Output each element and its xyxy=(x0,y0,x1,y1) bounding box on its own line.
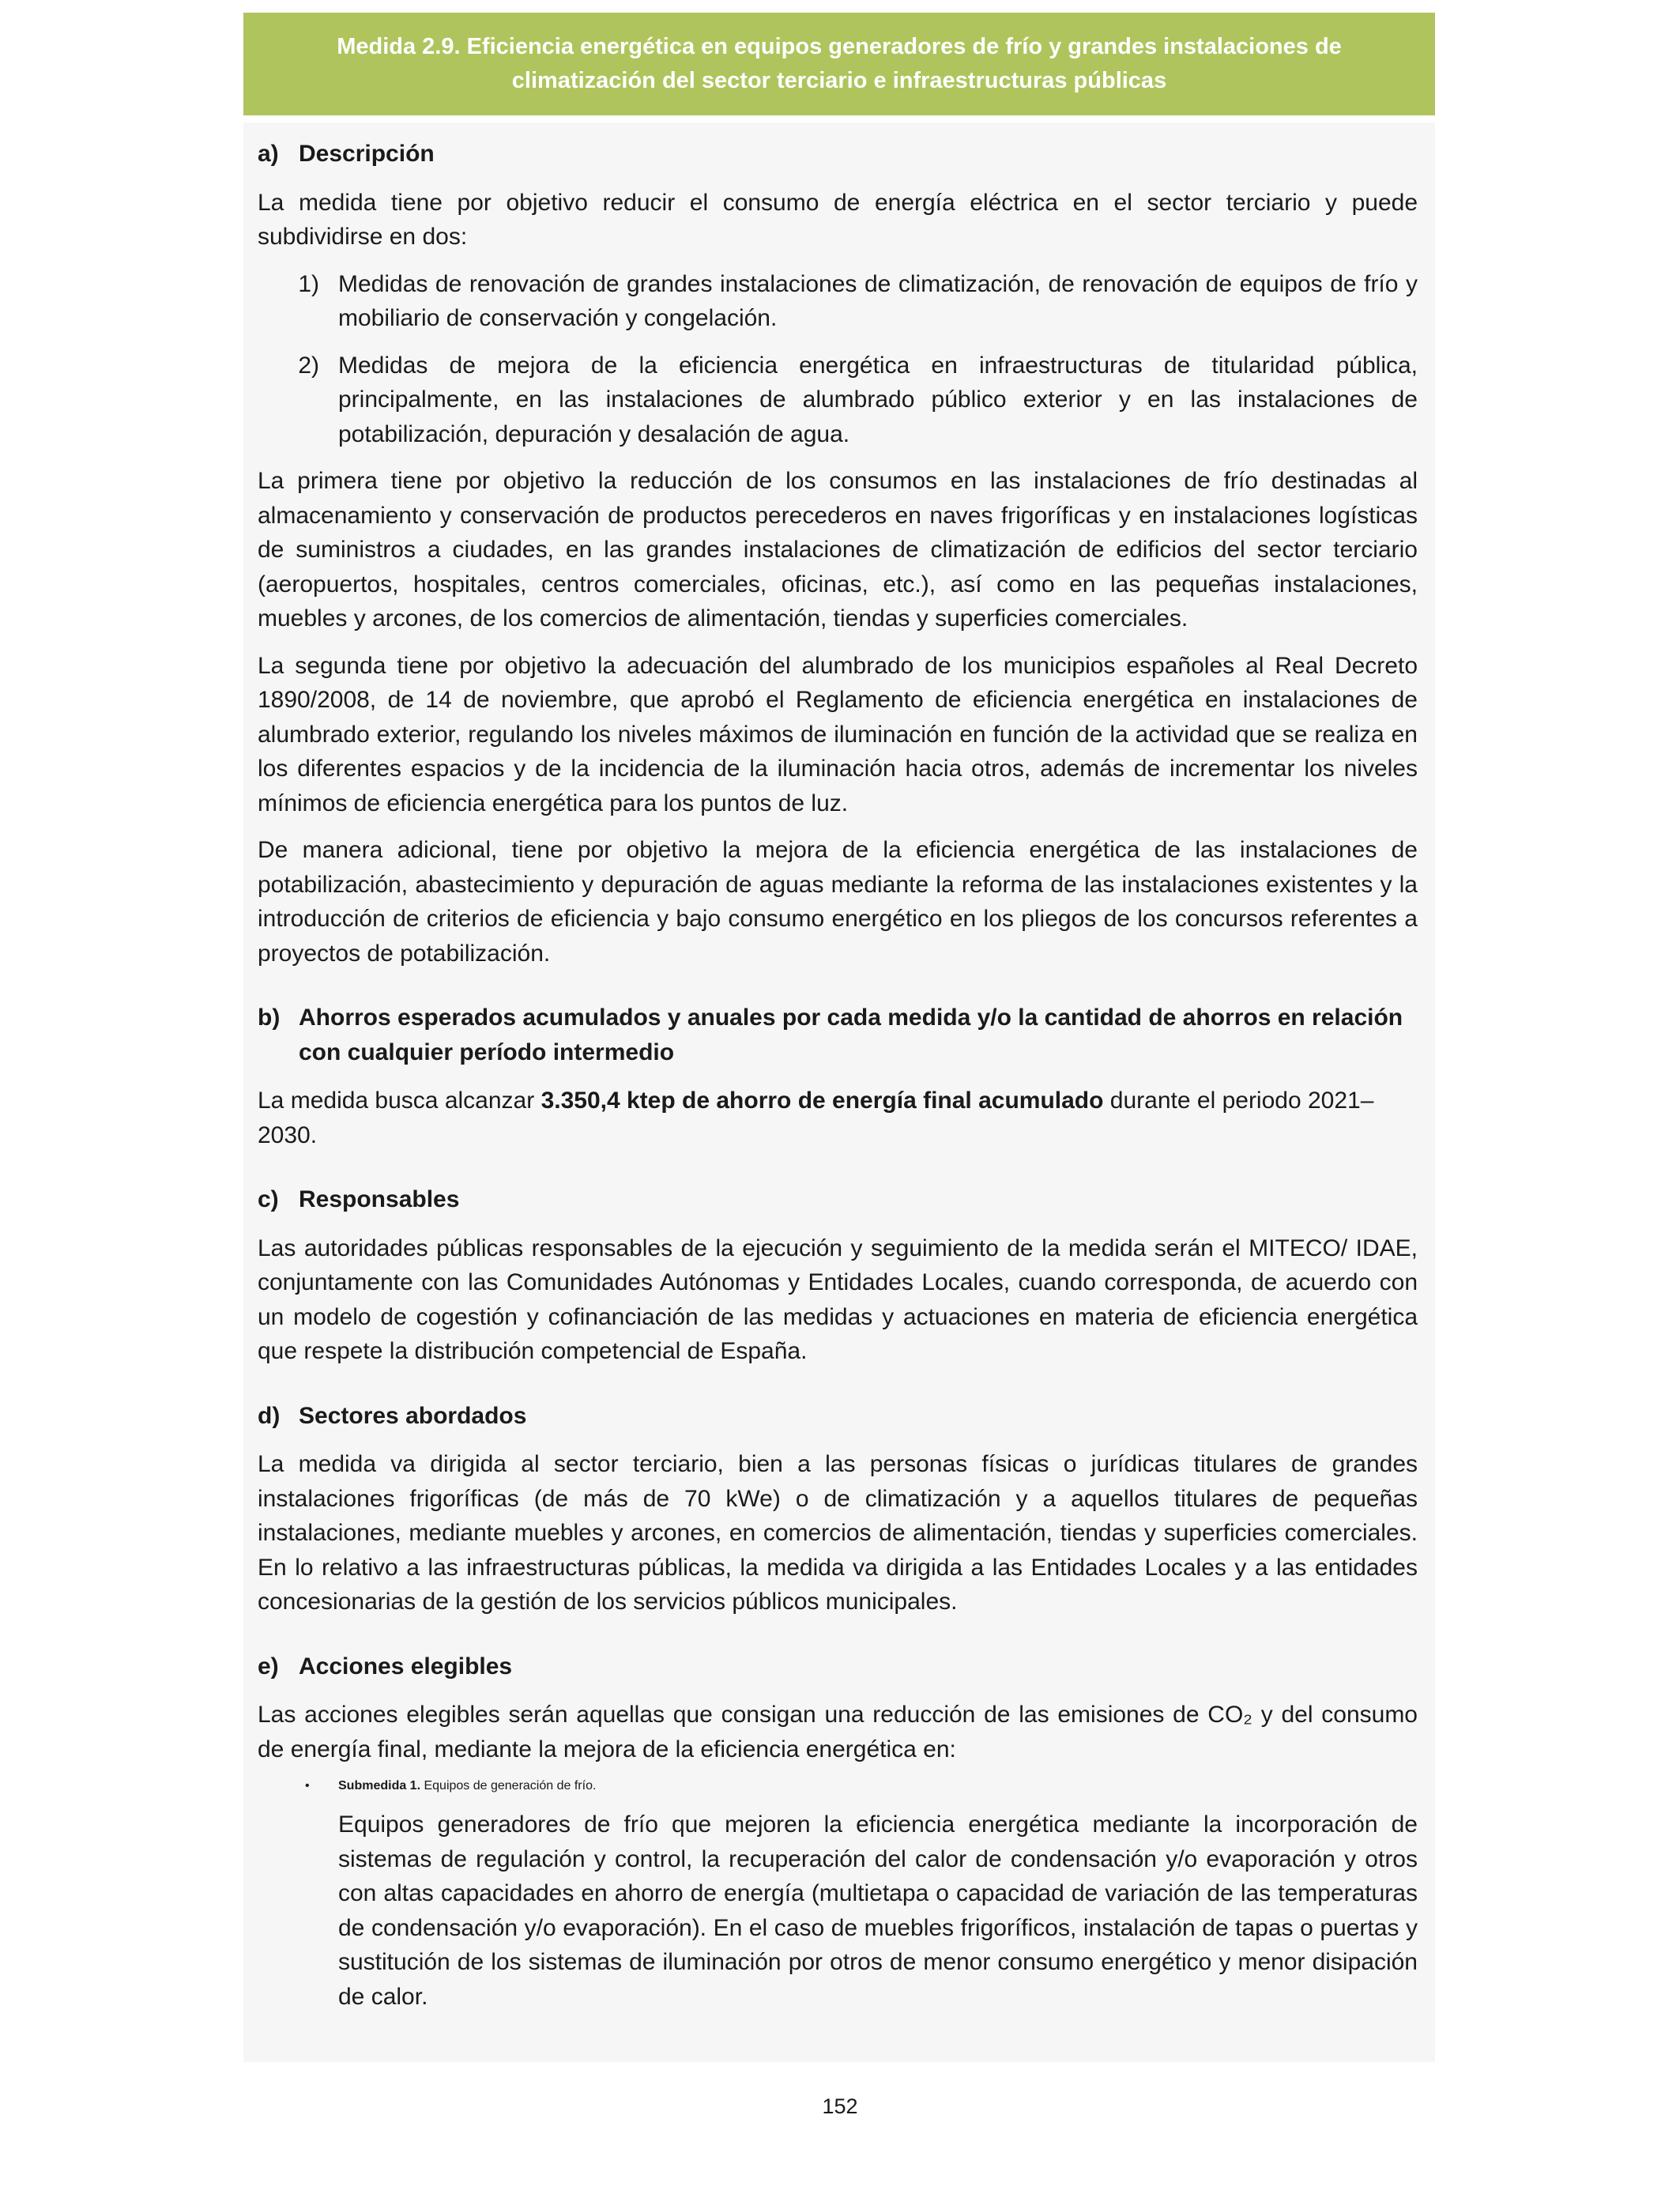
submeasure-1-detail: Equipos generadores de frío que mejoren la eficiencia energética mediante la incorporación de sistemas de regulación y control, la recuperación del calor de condensación y/o evaporación y otros con altas capacidades en ahorro de energía (multietapa o capacidad de variación de las temperaturas de condensación y/o evaporación). En el caso de muebles frigoríficos, instalación de tapas o puertas y sustitución de los sistemas de iluminación por otros de menor consumo energético y menor disipación de calor. xyxy=(338,1811,1418,2010)
section-e-title: Acciones elegibles xyxy=(299,1653,513,1679)
section-b-text-after: durante el periodo 2021–2030. xyxy=(258,1088,1374,1148)
measure-content-panel xyxy=(243,123,1435,2062)
section-e-intro: Las acciones elegibles serán aquellas que consigan una reducción de las emisiones de CO₂ y del consumo de energía final, mediante la mejora de la eficiencia energética en: xyxy=(258,1702,1418,1762)
section-a-paragraph-1: La primera tiene por objetivo la reducción de los consumos en las instalaciones de frío destinadas al almacenamiento y conservación de productos perecederos en naves frigoríficas y en instalaciones logísticas de suministros a ciudades, en las grandes instalaciones de climatización de edificios del sector terciario (aeropuertos, hospitales, centros comerciales, oficinas, etc.), así como en las pequeñas instalaciones, muebles y arcones, de los comercios de alimentación, tiendas y superficies comerciales. xyxy=(258,468,1418,631)
section-c-letter: c) xyxy=(258,1186,279,1212)
measure-title-line2: climatización del sector terciario e infraestructuras públicas xyxy=(511,68,1167,93)
section-c-heading xyxy=(258,1182,1418,1217)
section-b-title: Ahorros esperados acumulados y anuales por cada medida y/o la cantidad de ahorros en relación con cualquier período intermedio xyxy=(299,1005,1403,1065)
measure-title-line1: Medida 2.9. Eficiencia energética en equipos generadores de frío y grandes instalaciones de xyxy=(337,34,1342,59)
list-item xyxy=(258,349,1418,452)
section-e-letter: e) xyxy=(258,1653,279,1679)
section-a-list xyxy=(258,267,1418,452)
section-a-intro: La medida tiene por objetivo reducir el consumo de energía eléctrica en el sector terciario y puede subdividirse en dos: xyxy=(258,189,1418,250)
list-item-text: Medidas de renovación de grandes instalaciones de climatización, de renovación de equipos de frío y mobiliario de conservación y congelación. xyxy=(338,270,1418,331)
section-e-heading xyxy=(258,1649,1418,1684)
section-a-paragraph-3: De manera adicional, tiene por objetivo la mejora de la eficiencia energética de las instalaciones de potabilización, abastecimiento y depuración de aguas mediante la reforma de las instalaciones existentes y la introducción de criterios de eficiencia y bajo consumo energético en los pliegos de los concursos referentes a proyectos de potabilización. xyxy=(258,837,1418,967)
section-d-letter: d) xyxy=(258,1402,281,1429)
section-b-text xyxy=(258,1084,1418,1152)
list-item xyxy=(258,267,1418,336)
list-item-marker: 1) xyxy=(298,270,319,297)
page-number: 152 xyxy=(822,2094,858,2118)
section-c-title: Responsables xyxy=(299,1186,460,1212)
section-d-text: La medida va dirigida al sector terciario, bien a las personas físicas o jurídicas titulares de grandes instalaciones frigoríficas (de más de 70 kWe) o de climatización y a aquellos titulares de pequeñas instalaciones, mediante muebles y arcones, en comercios de alimentación, tiendas y superficies comerciales. En lo relativo a las infraestructuras públicas, la medida va dirigida a las Entidades Locales y a las entidades concesionarias de la gestión de los servicios públicos municipales. xyxy=(258,1451,1418,1615)
bullet-item-submeasure-1 xyxy=(258,1779,1418,1793)
section-a-heading xyxy=(258,137,1418,172)
bullet-icon: • xyxy=(305,1779,310,1793)
section-b-savings-target: 3.350,4 ktep de ahorro de energía final acumulado xyxy=(541,1088,1104,1114)
list-item-text: Medidas de mejora de la eficiencia energética en infraestructuras de titularidad pública, principalmente, en las instalaciones de alumbrado público exterior y en las instalaciones de potabilización, depuración y desalación de agua. xyxy=(338,352,1418,447)
section-a-paragraph-2: La segunda tiene por objetivo la adecuación del alumbrado de los municipios españoles al Real Decreto 1890/2008, de 14 de noviembre, que aprobó el Reglamento de eficiencia energética en instalaciones de alumbrado exterior, regulando los niveles máximos de iluminación en función de la actividad que se realiza en los diferentes espacios y de la incidencia de la iluminación hacia otros, además de incrementar los niveles mínimos de eficiencia energética para los puntos de luz. xyxy=(258,652,1418,816)
section-c-text: Las autoridades públicas responsables de la ejecución y seguimiento de la medida serán el MITECO/ IDAE, conjuntamente con las Comunidades Autónomas y Entidades Locales, cuando corresponda, de acuerdo con un modelo de cogestión y cofinanciación de las medidas y actuaciones en materia de eficiencia energética que respete la distribución competencial de España. xyxy=(258,1235,1418,1364)
submeasure-title: Equipos de generación de frío. xyxy=(420,1779,597,1793)
section-d-heading xyxy=(258,1399,1418,1434)
list-item-marker: 2) xyxy=(298,352,319,379)
section-b-heading xyxy=(258,1001,1418,1069)
measure-title-banner xyxy=(243,13,1435,115)
section-a-title: Descripción xyxy=(299,141,435,167)
section-b-letter: b) xyxy=(258,1005,281,1031)
section-b-text-before: La medida busca alcanzar xyxy=(258,1088,541,1114)
section-d-title: Sectores abordados xyxy=(299,1402,527,1429)
section-a-letter: a) xyxy=(258,141,279,167)
bullet-item-text xyxy=(338,1779,596,1793)
submeasure-label: Submedida 1. xyxy=(338,1779,421,1793)
